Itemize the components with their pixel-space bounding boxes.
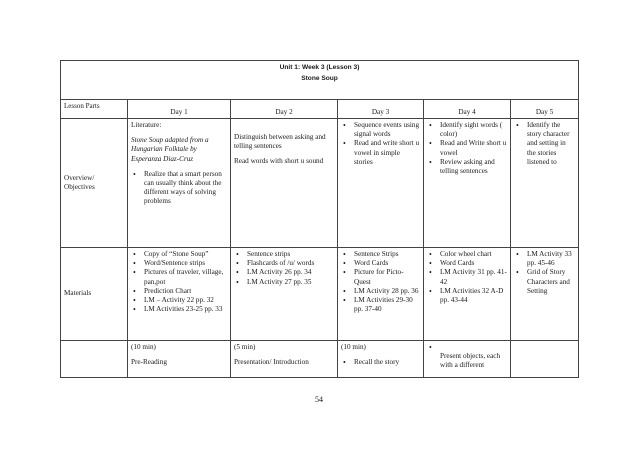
day-1-header: Day 1 bbox=[128, 100, 231, 119]
materials-day-5 bbox=[511, 248, 579, 341]
list-item: • LM Activity 26 pp. 34 bbox=[247, 268, 334, 277]
procedure-day-1 bbox=[128, 341, 231, 378]
list-item: • Identify the story character and setting in the stories listened to bbox=[527, 121, 575, 167]
day-3-header: Day 3 bbox=[338, 100, 424, 119]
list-item: • LM Activity 28 pp. 36 bbox=[354, 287, 420, 296]
literature-label: Literature: bbox=[131, 121, 162, 129]
phase-label: Presentation/ Introduction bbox=[234, 358, 309, 367]
objectives-row-label bbox=[61, 119, 128, 248]
procedure-row-label bbox=[61, 341, 128, 378]
list-item: • Color wheel chart bbox=[440, 250, 507, 259]
list-item: • LM Activities 29-30 pp. 37-40 bbox=[354, 296, 420, 314]
list-item: • LM Activities 23-25 pp. 33 bbox=[144, 305, 227, 314]
list-item: • Sequence events using signal words bbox=[354, 121, 420, 139]
day-2-header: Day 2 bbox=[231, 100, 338, 119]
day-4-header: Day 4 bbox=[424, 100, 511, 119]
procedure-day-4 bbox=[424, 341, 511, 378]
list-item: • LM Activity 33 pp. 45-46 bbox=[527, 250, 575, 268]
time-label: (10 min) bbox=[131, 343, 156, 351]
list-item: • LM – Activity 22 pp. 32 bbox=[144, 296, 227, 305]
list-item: • Identify sight words ( color) bbox=[440, 121, 507, 139]
list-item: • Word Cards bbox=[354, 259, 420, 268]
unit-title: Unit 1: Week 3 (Lesson 3) bbox=[279, 64, 360, 71]
list-item: • Sentence strips bbox=[247, 250, 334, 259]
materials-row-label: Materials bbox=[61, 248, 128, 341]
list-item: • Sentence Strips bbox=[354, 250, 420, 259]
list-item: • Realize that a smart person can usually think about the different ways of solving problems bbox=[144, 170, 227, 207]
list-item: • Pictures of traveler, village, pan,pot bbox=[144, 268, 227, 286]
list-item: • Word Cards bbox=[440, 259, 507, 268]
unit-header-cell bbox=[61, 61, 579, 100]
time-label: (10 min) bbox=[341, 343, 366, 351]
procedure-day-2 bbox=[231, 341, 338, 378]
objectives-label-line2: Objectives bbox=[64, 183, 95, 191]
objective-paragraph: Distinguish between asking and telling sentences bbox=[234, 133, 326, 151]
list-item: • Grid of Story Characters and Setting bbox=[527, 268, 575, 296]
list-item: • Read and Write short u vowel bbox=[440, 139, 507, 157]
materials-day-4 bbox=[424, 248, 511, 341]
story-source: Stone Soup adapted from a Hungarian Folktale by Esperanza Diaz-Cruz bbox=[131, 136, 209, 163]
lesson-plan-table bbox=[60, 60, 579, 378]
list-item: • Prediction Chart bbox=[144, 287, 227, 296]
list-item bbox=[440, 343, 507, 352]
objectives-day-2 bbox=[231, 119, 338, 248]
list-item: • Read and write short u vowel in simple stories bbox=[354, 139, 420, 167]
phase-label: Pre-Reading bbox=[131, 358, 167, 367]
list-item: • LM Activity 31 pp. 41-42 bbox=[440, 268, 507, 286]
procedure-day-3 bbox=[338, 341, 424, 378]
time-label: (5 min) bbox=[234, 343, 256, 351]
objectives-day-4 bbox=[424, 119, 511, 248]
materials-day-3 bbox=[338, 248, 424, 341]
materials-day-1 bbox=[128, 248, 231, 341]
materials-day-2 bbox=[231, 248, 338, 341]
objectives-day-1 bbox=[128, 119, 231, 248]
objective-paragraph: Read words with short u sound bbox=[234, 157, 324, 166]
list-item: • Recall the story bbox=[354, 358, 420, 367]
objectives-day-3 bbox=[338, 119, 424, 248]
list-item: • Picture for Picto-Quest bbox=[354, 268, 420, 286]
list-item: • Word/Sentence strips bbox=[144, 259, 227, 268]
lesson-parts-header: Lesson Parts bbox=[61, 100, 128, 119]
list-item: • Flashcards of /u/ words bbox=[247, 259, 334, 268]
list-item: • LM Activities 32 A-D pp. 43-44 bbox=[440, 287, 507, 305]
list-item: • Review asking and telling sentences bbox=[440, 158, 507, 176]
list-item: Present objects, each with a different bbox=[440, 352, 501, 370]
list-item: • Copy of “Stone Soup” bbox=[144, 250, 227, 259]
page-number: 54 bbox=[315, 395, 323, 404]
objectives-label-line1: Overview/ bbox=[64, 173, 95, 182]
objectives-day-5 bbox=[511, 119, 579, 248]
day-5-header: Day 5 bbox=[511, 100, 579, 119]
procedure-day-5 bbox=[511, 341, 579, 378]
story-title: Stone Soup bbox=[301, 75, 338, 82]
objectives-day-1-list bbox=[131, 170, 227, 207]
list-item: • LM Activity 27 pp. 35 bbox=[247, 278, 334, 287]
